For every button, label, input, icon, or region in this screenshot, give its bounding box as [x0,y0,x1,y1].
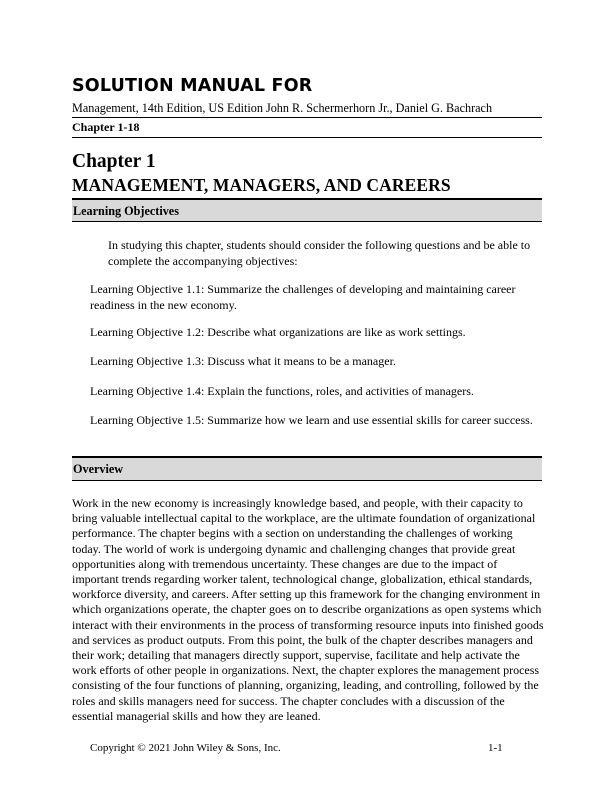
chapter-range-rule [72,137,542,138]
learning-objective-5: Learning Objective 1.5: Summarize how we learn and use essential skills for career success. [90,413,533,427]
chapter-title: MANAGEMENT, MANAGERS, AND CAREERS [72,175,451,195]
solution-manual-banner: SOLUTION MANUAL FOR [72,76,313,96]
book-title: Management, 14th Edition, US Edition John R. Schermerhorn Jr., Daniel G. Bachrach [72,101,493,115]
overview-heading: Overview [72,456,542,481]
learning-objectives-heading: Learning Objectives [72,198,542,222]
header-rule [72,117,542,118]
chapter-range: Chapter 1-18 [72,120,140,134]
copyright-footer: Copyright © 2021 John Wiley & Sons, Inc. [90,742,281,754]
page-number: 1-1 [488,742,503,754]
learning-objective-2: Learning Objective 1.2: Describe what organizations are like as work settings. [90,325,466,339]
learning-objective-4: Learning Objective 1.4: Explain the functions, roles, and activities of managers. [90,384,474,398]
learning-objective-3: Learning Objective 1.3: Discuss what it means to be a manager. [90,354,396,368]
chapter-number: Chapter 1 [72,151,156,172]
learning-objectives-intro: In studying this chapter, students should consider the following questions and be able to complete the accompanying objectives: [108,238,531,268]
learning-objective-1: Learning Objective 1.1: Summarize the challenges of developing and maintaining career readiness in the new economy. [90,282,516,312]
overview-text: Work in the new economy is increasingly knowledge based, and people, with their capacity to bring valuable intellectual capital to the workplace, are the ultimate foundation of organizational performance. The chapter begins with a section on understanding the challenges of working today. The world of work is undergoing dynamic and challenging changes that provide great opportunities along with tremendous uncertainty. These changes are due to the impact of important trends regarding worker talent, technological change, globalization, ethical standards, workforce diversity, and careers. After setting up this framework for the changing environment in which organizations operate, the chapter goes on to describe organizations as open systems which interact with their environments in the process of transforming resource inputs into finished goods and services as product outputs. From this point, the bulk of the chapter describes managers and their work; detailing that managers directly support, supervise, facilitate and help activate the work efforts of other people in organizations. Next, the chapter explores the management process consisting of the four functions of planning, organizing, leading, and controlling, followed by the roles and skills managers need for success. The chapter concludes with a discussion of the essential managerial skills and how they are leaned. [72,496,544,723]
